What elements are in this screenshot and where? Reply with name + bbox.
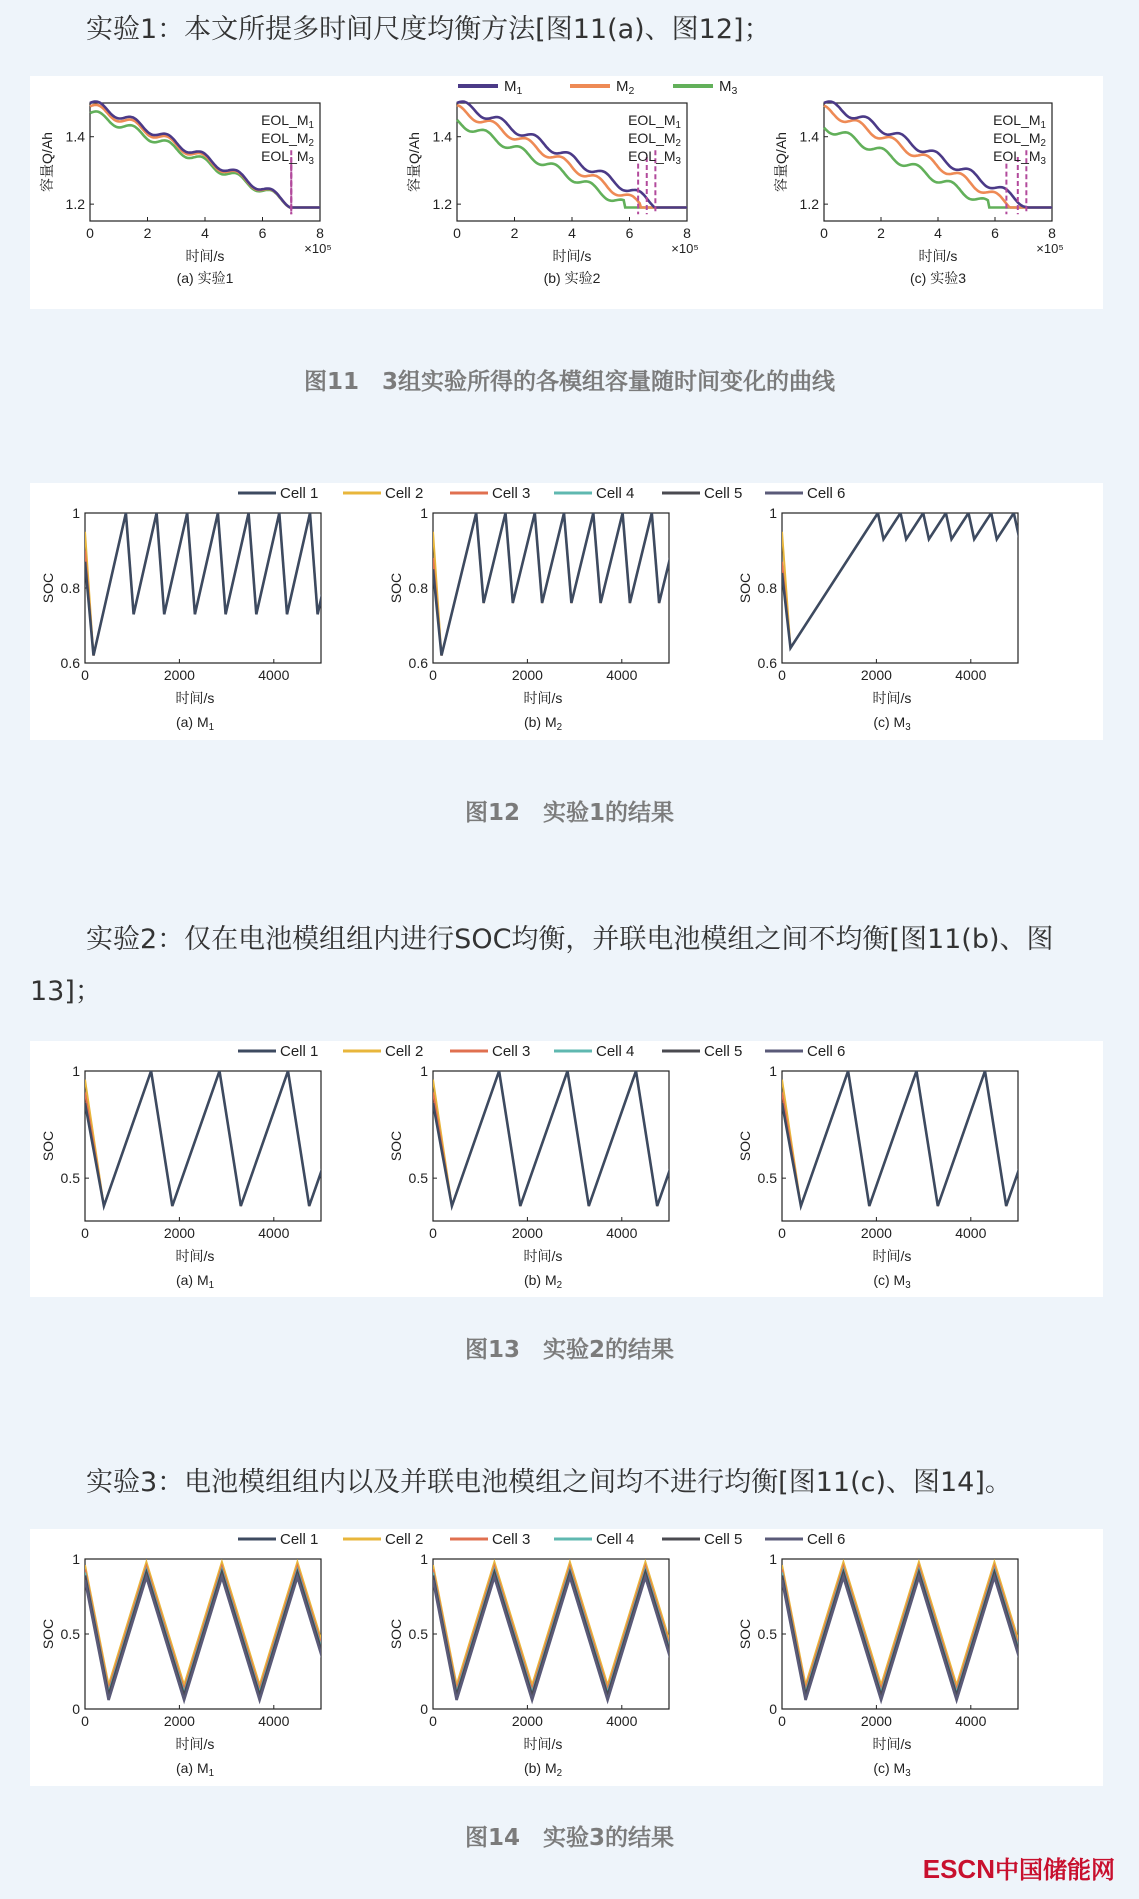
fig14-series-cell5-1 (433, 1574, 683, 1697)
fig14-ytick-label: 1 (72, 1551, 80, 1567)
fig13-subplot-label: (a) $M_1$ (175, 1272, 215, 1291)
fig12-plot-area-0 (85, 513, 341, 656)
escn-logo: ESCN中国储能网 (922, 1854, 1115, 1884)
fig11-legend-1: $M_1$ (504, 78, 523, 97)
fig13-subplot-label: (b) $M_2$ (523, 1272, 563, 1291)
fig11-ytick-label: 1.4 (799, 128, 819, 145)
fig11-xtick-label: 6 (991, 225, 999, 241)
fig13-ylabel: SOC (737, 1130, 753, 1162)
fig12-xlabel: 时间/s (175, 690, 215, 706)
fig11-xlabel: 时间/s (918, 248, 958, 264)
fig11-subplot-label: (c) 实验3 (910, 270, 966, 286)
fig13-subplot-label: (c) $M_3$ (873, 1272, 911, 1291)
fig13-xtick-label: 2000 (511, 1225, 543, 1241)
fig12-plot-area-1 (433, 513, 681, 656)
fig13-ylabel: SOC (388, 1130, 404, 1162)
fig11-eol-label: $EOL\_M_2$ (261, 130, 314, 149)
fig12-legend-1: Cell 1 (280, 485, 319, 502)
fig14-ylabel: SOC (40, 1618, 56, 1650)
fig12-ylabel: SOC (737, 572, 753, 604)
figure-14-svg (30, 1529, 1103, 1786)
fig11-eol-label: $EOL\_M_3$ (628, 148, 681, 167)
fig13-axes-box-0 (85, 1071, 321, 1221)
fig11-xtick-label: 0 (86, 225, 94, 241)
figure-11-caption: 图11 3组实验所得的各模组容量随时间变化的曲线 (303, 369, 835, 395)
fig13-ytick-label: 0.5 (60, 1170, 80, 1187)
fig13-series-cell1-0 (85, 1071, 356, 1206)
fig11-eol-label: $EOL\_M_3$ (993, 148, 1046, 167)
fig12-ytick-label: 0.6 (757, 655, 777, 671)
fig12-ytick-label: 1 (769, 505, 777, 521)
fig14-xtick-label: 0 (81, 1713, 89, 1729)
fig13-ytick-label: 1 (72, 1063, 80, 1079)
paragraph-exp3: 实验3：电池模组组内以及并联电池模组之间均不进行均衡[图11(c)、图14]。 (86, 1467, 1012, 1498)
fig12-legend-6: Cell 6 (807, 485, 846, 502)
fig14-ytick-label: 0.5 (60, 1626, 80, 1642)
fig14-legend-4: Cell 4 (596, 1531, 635, 1548)
fig11-legend-3: $M_3$ (719, 78, 738, 97)
fig11-ytick-label: 1.2 (432, 196, 452, 213)
fig12-legend-3: Cell 3 (492, 485, 531, 502)
fig14-legend-5: Cell 5 (704, 1531, 743, 1548)
fig14-xtick-label: 4000 (955, 1713, 987, 1729)
fig12-xtick-label: 0 (778, 667, 786, 683)
paragraph-exp2: 实验2：仅在电池模组组内进行SOC均衡，并联电池模组之间不均衡[图11(b)、图13]； (30, 924, 1054, 1007)
fig14-series-cell5-2 (782, 1574, 1032, 1697)
fig14-series-cell1-0 (85, 1573, 335, 1696)
fig14-series-cell5-0 (85, 1574, 335, 1697)
fig12-xtick-label: 2000 (511, 667, 543, 683)
fig14-series-cell4-2 (782, 1570, 1032, 1693)
fig12-ytick-label: 1 (72, 505, 80, 521)
fig11-legend-2: $M_2$ (616, 78, 635, 97)
fig11-x-multiplier: ×10⁵ (1036, 241, 1064, 256)
figure-13-panel (30, 1041, 1103, 1297)
figure-11-svg (30, 76, 1103, 309)
fig14-xtick-label: 0 (429, 1713, 437, 1729)
fig14-subplot-label: (c) $M_3$ (873, 1760, 911, 1779)
fig11-xlabel: 时间/s (185, 248, 225, 264)
fig11-ytick-label: 1.4 (65, 128, 85, 145)
fig11-x-multiplier: ×10⁵ (304, 241, 332, 256)
fig13-plot-area-2 (782, 1071, 1053, 1206)
fig12-xtick-label: 4000 (606, 667, 638, 683)
fig11-eol-label: $EOL\_M_3$ (261, 148, 314, 167)
fig14-ytick-label: 0.5 (757, 1626, 777, 1642)
fig13-axes-box-2 (782, 1071, 1018, 1221)
fig14-xtick-label: 2000 (163, 1713, 195, 1729)
fig12-series-cell1-0 (85, 513, 341, 656)
fig14-subplot-label: (a) $M_1$ (175, 1760, 215, 1779)
fig11-ylabel: 容量Q/Ah (406, 132, 422, 192)
fig12-series-cell1-1 (433, 513, 681, 656)
figure-12-svg (30, 483, 1103, 740)
fig13-plot-area-0 (85, 1071, 356, 1206)
fig13-ylabel: SOC (40, 1130, 56, 1162)
fig11-eol-label: $EOL\_M_2$ (993, 130, 1046, 149)
fig13-xlabel: 时间/s (872, 1248, 912, 1264)
fig11-eol-label: $EOL\_M_1$ (993, 112, 1046, 131)
fig11-eol-label: $EOL\_M_1$ (261, 112, 314, 131)
fig12-ytick-label: 1 (420, 505, 428, 521)
fig12-legend-4: Cell 4 (596, 485, 635, 502)
fig13-legend-5: Cell 5 (704, 1043, 743, 1060)
fig14-plot-area-2 (782, 1562, 1032, 1700)
fig12-subplot-label: (a) $M_1$ (175, 714, 215, 733)
fig13-series-cell1-2 (782, 1071, 1053, 1206)
fig14-plot-area-0 (85, 1562, 335, 1700)
fig14-xtick-label: 2000 (511, 1713, 543, 1729)
fig13-xtick-label: 4000 (955, 1225, 987, 1241)
fig13-xtick-label: 2000 (860, 1225, 892, 1241)
fig14-xtick-label: 2000 (860, 1713, 892, 1729)
fig12-ytick-label: 0.6 (60, 655, 80, 671)
fig14-ylabel: SOC (388, 1618, 404, 1650)
fig11-xtick-label: 4 (568, 225, 576, 241)
fig14-legend-1: Cell 1 (280, 1531, 319, 1548)
fig11-xtick-label: 6 (258, 225, 267, 241)
fig13-ytick-label: 1 (769, 1063, 777, 1079)
fig13-xtick-label: 0 (81, 1225, 89, 1241)
figure-14-panel (30, 1529, 1103, 1786)
fig14-xlabel: 时间/s (175, 1736, 215, 1752)
figure-12-caption: 图12 实验1的结果 (464, 800, 674, 826)
fig12-ytick-label: 0.8 (60, 580, 80, 596)
fig14-series-cell3-0 (85, 1567, 335, 1690)
fig12-xtick-label: 4000 (258, 667, 290, 683)
fig13-axes-box-1 (433, 1071, 669, 1221)
fig11-xtick-label: 8 (316, 225, 324, 241)
fig14-series-cell4-0 (85, 1570, 335, 1693)
fig14-legend-3: Cell 3 (492, 1531, 531, 1548)
fig14-ytick-label: 0 (420, 1701, 428, 1717)
fig12-ytick-label: 0.8 (408, 580, 428, 596)
fig11-ytick-label: 1.2 (65, 196, 85, 213)
fig14-subplot-label: (b) $M_2$ (523, 1760, 563, 1779)
fig13-xtick-label: 0 (778, 1225, 786, 1241)
figure-11-panel (30, 76, 1103, 309)
fig14-ylabel: SOC (737, 1618, 753, 1650)
fig14-series-cell1-1 (433, 1573, 683, 1696)
fig12-ylabel: SOC (388, 572, 404, 604)
fig13-legend-6: Cell 6 (807, 1043, 846, 1060)
figure-12-panel (30, 483, 1103, 740)
fig12-xtick-label: 2000 (860, 667, 892, 683)
fig13-xtick-label: 0 (429, 1225, 437, 1241)
fig12-xlabel: 时间/s (872, 690, 912, 706)
fig12-xtick-label: 4000 (955, 667, 987, 683)
fig12-legend-5: Cell 5 (704, 485, 743, 502)
fig14-ytick-label: 1 (420, 1551, 428, 1567)
fig13-series-cell1-1 (433, 1071, 704, 1206)
fig11-xtick-label: 6 (625, 225, 634, 241)
fig14-ytick-label: 0.5 (408, 1626, 428, 1642)
fig14-plot-area-1 (433, 1562, 683, 1700)
fig14-legend-6: Cell 6 (807, 1531, 846, 1548)
fig13-legend-3: Cell 3 (492, 1043, 531, 1060)
fig13-xtick-label: 4000 (606, 1225, 638, 1241)
fig13-xlabel: 时间/s (175, 1248, 215, 1264)
fig11-xtick-label: 4 (934, 225, 942, 241)
fig13-xtick-label: 4000 (258, 1225, 290, 1241)
fig11-xtick-label: 8 (1048, 225, 1056, 241)
fig11-xtick-label: 2 (877, 225, 885, 241)
fig11-subplot-label: (b) 实验2 (543, 270, 601, 286)
fig13-xtick-label: 2000 (163, 1225, 195, 1241)
fig11-ytick-label: 1.2 (799, 196, 819, 213)
paragraph-exp1: 实验1：本文所提多时间尺度均衡方法[图11(a)、图12]； (86, 14, 771, 45)
fig14-series-cell3-2 (782, 1567, 1032, 1690)
fig13-legend-1: Cell 1 (280, 1043, 319, 1060)
fig11-subplot-label: (a) 实验1 (176, 270, 234, 286)
fig12-xlabel: 时间/s (523, 690, 563, 706)
fig12-xtick-label: 0 (429, 667, 437, 683)
fig13-legend-4: Cell 4 (596, 1043, 635, 1060)
fig14-ytick-label: 1 (769, 1551, 777, 1567)
fig12-xtick-label: 2000 (163, 667, 195, 683)
fig11-x-multiplier: ×10⁵ (671, 241, 699, 256)
fig11-xtick-label: 0 (453, 225, 461, 241)
figure-14-caption: 图14 实验3的结果 (464, 1825, 674, 1851)
fig14-ytick-label: 0 (72, 1701, 80, 1717)
fig11-xtick-label: 0 (820, 225, 828, 241)
fig11-xtick-label: 4 (201, 225, 209, 241)
fig12-series-cell1-2 (782, 513, 1037, 648)
fig14-series-cell1-2 (782, 1573, 1032, 1696)
fig11-xtick-label: 8 (683, 225, 691, 241)
fig11-xtick-label: 2 (510, 225, 519, 241)
fig14-xlabel: 时间/s (523, 1736, 563, 1752)
fig11-ylabel: 容量Q/Ah (39, 132, 55, 192)
fig13-ytick-label: 0.5 (408, 1170, 428, 1187)
fig12-ylabel: SOC (40, 572, 56, 604)
fig12-axes-box-2 (782, 513, 1018, 663)
fig14-series-cell4-1 (433, 1570, 683, 1693)
figure-13-svg (30, 1041, 1103, 1297)
fig13-ytick-label: 0.5 (757, 1170, 777, 1187)
fig12-subplot-label: (c) $M_3$ (873, 714, 911, 733)
fig12-ytick-label: 0.6 (408, 655, 428, 671)
fig12-xtick-label: 0 (81, 667, 89, 683)
fig13-xlabel: 时间/s (523, 1248, 563, 1264)
fig12-subplot-label: (b) $M_2$ (523, 714, 563, 733)
fig14-legend-2: Cell 2 (385, 1531, 424, 1548)
fig14-ytick-label: 0 (769, 1701, 777, 1717)
figure-13-caption: 图13 实验2的结果 (464, 1337, 674, 1363)
fig14-xtick-label: 4000 (258, 1713, 290, 1729)
fig14-xtick-label: 0 (778, 1713, 786, 1729)
fig11-eol-label: $EOL\_M_2$ (628, 130, 681, 149)
fig11-ylabel: 容量Q/Ah (773, 132, 789, 192)
fig14-xlabel: 时间/s (872, 1736, 912, 1752)
fig14-series-cell3-1 (433, 1567, 683, 1690)
fig12-legend-2: Cell 2 (385, 485, 424, 502)
fig11-xtick-label: 2 (143, 225, 152, 241)
fig14-xtick-label: 4000 (606, 1713, 638, 1729)
fig13-ytick-label: 1 (420, 1063, 428, 1079)
fig11-eol-label: $EOL\_M_1$ (628, 112, 681, 131)
fig12-plot-area-2 (782, 513, 1037, 648)
fig13-legend-2: Cell 2 (385, 1043, 424, 1060)
fig11-ytick-label: 1.4 (432, 128, 452, 145)
fig12-ytick-label: 0.8 (757, 580, 777, 596)
fig11-xlabel: 时间/s (552, 248, 592, 264)
fig13-plot-area-1 (433, 1071, 704, 1206)
